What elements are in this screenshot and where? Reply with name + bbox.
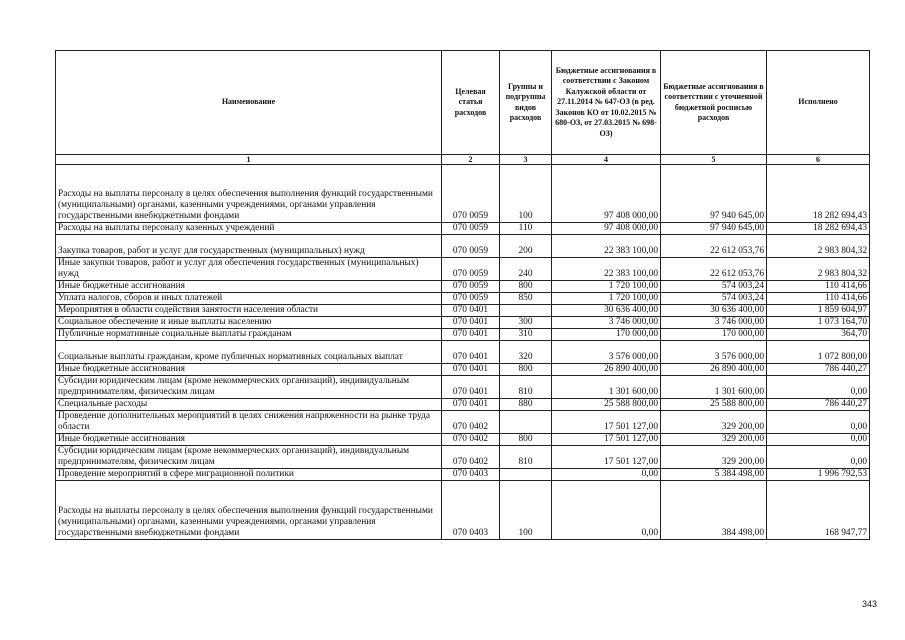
- row-law-amount: 97 408 000,00: [552, 223, 661, 235]
- row-name: Субсидии юридическим лицам (кроме некоммерческих организаций), индивидуальным предпринимателям, физическим лицам: [56, 376, 442, 399]
- row-group: 110: [500, 223, 552, 235]
- row-refined-amount: 3 746 000,00: [661, 317, 767, 329]
- row-refined-amount: 26 890 400,00: [661, 364, 767, 376]
- row-target: 070 0402: [442, 434, 500, 446]
- table-row: [56, 258, 870, 281]
- row-target: 070 0059: [442, 281, 500, 293]
- row-refined-amount: 3 576 000,00: [661, 341, 767, 364]
- row-refined-amount: 329 200,00: [661, 434, 767, 446]
- header-refined: Бюджетные ассигнования в соответствии с уточненной бюджетной росписью расходов: [661, 51, 767, 155]
- row-done-amount: 786 440,27: [767, 399, 870, 411]
- row-group: [500, 411, 552, 434]
- table-row: [56, 305, 870, 317]
- row-done-amount: 18 282 694,43: [767, 223, 870, 235]
- row-law-amount: 17 501 127,00: [552, 446, 661, 469]
- row-done-amount: 1 072 800,00: [767, 341, 870, 364]
- table-row: [56, 469, 870, 481]
- row-target: 070 0401: [442, 329, 500, 341]
- row-group: 880: [500, 399, 552, 411]
- row-target: 070 0401: [442, 305, 500, 317]
- table-row: [56, 165, 870, 223]
- row-law-amount: 26 890 400,00: [552, 364, 661, 376]
- row-law-amount: 0,00: [552, 469, 661, 481]
- row-done-amount: 110 414,66: [767, 293, 870, 305]
- row-law-amount: 1 720 100,00: [552, 293, 661, 305]
- row-refined-amount: 329 200,00: [661, 411, 767, 434]
- row-name: Проведение дополнительных мероприятий в целях снижения напряженности на рынке труда области: [56, 411, 442, 434]
- row-done-amount: 2 983 804,32: [767, 235, 870, 258]
- row-done-amount: 0,00: [767, 411, 870, 434]
- row-group: 810: [500, 376, 552, 399]
- row-done-amount: 110 414,66: [767, 281, 870, 293]
- row-law-amount: 97 408 000,00: [552, 165, 661, 223]
- row-law-amount: 0,00: [552, 481, 661, 540]
- header-name: Наименование: [56, 51, 442, 155]
- column-number: 1: [56, 155, 442, 165]
- table-row: [56, 235, 870, 258]
- row-law-amount: 170 000,00: [552, 329, 661, 341]
- row-refined-amount: 22 612 053,76: [661, 258, 767, 281]
- row-group: 810: [500, 446, 552, 469]
- table-row: [56, 411, 870, 434]
- row-group: 800: [500, 364, 552, 376]
- column-number: 3: [500, 155, 552, 165]
- row-group: 320: [500, 341, 552, 364]
- row-target: 070 0059: [442, 223, 500, 235]
- row-done-amount: 2 983 804,32: [767, 258, 870, 281]
- row-refined-amount: 22 612 053,76: [661, 235, 767, 258]
- row-name: Проведение мероприятий в сфере миграционной политики: [56, 469, 442, 481]
- row-done-amount: 364,70: [767, 329, 870, 341]
- row-refined-amount: 329 200,00: [661, 446, 767, 469]
- row-done-amount: 1 996 792,53: [767, 469, 870, 481]
- row-group: [500, 469, 552, 481]
- row-name: Социальное обеспечение и иные выплаты населению: [56, 317, 442, 329]
- row-target: 070 0401: [442, 376, 500, 399]
- row-refined-amount: 574 003,24: [661, 281, 767, 293]
- row-group: 800: [500, 434, 552, 446]
- header-law: Бюджетные ассигнования в соответствии с Законом Калужской области от 27.11.2014 № 647-ОЗ (в ред. Законов КО от 10.02.2015 № 680-ОЗ, от 27.03.2015 № 698-ОЗ): [552, 51, 661, 155]
- budget-table: [55, 50, 870, 540]
- row-law-amount: 25 588 800,00: [552, 399, 661, 411]
- row-refined-amount: 97 940 645,00: [661, 165, 767, 223]
- row-name: Субсидии юридическим лицам (кроме некоммерческих организаций), индивидуальным предпринимателям, физическим лицам: [56, 446, 442, 469]
- row-name: Специальные расходы: [56, 399, 442, 411]
- row-group: 300: [500, 317, 552, 329]
- row-target: 070 0401: [442, 317, 500, 329]
- row-refined-amount: 170 000,00: [661, 329, 767, 341]
- row-done-amount: 1 073 164,70: [767, 317, 870, 329]
- row-target: 070 0402: [442, 446, 500, 469]
- table-row: [56, 399, 870, 411]
- row-name: Иные бюджетные ассигнования: [56, 364, 442, 376]
- row-refined-amount: 97 940 645,00: [661, 223, 767, 235]
- row-group: 200: [500, 235, 552, 258]
- row-refined-amount: 384 498,00: [661, 481, 767, 540]
- row-law-amount: 17 501 127,00: [552, 434, 661, 446]
- row-target: 070 0401: [442, 341, 500, 364]
- table-row: [56, 446, 870, 469]
- row-done-amount: 786 440,27: [767, 364, 870, 376]
- row-group: 850: [500, 293, 552, 305]
- row-done-amount: 1 859 604,97: [767, 305, 870, 317]
- column-number: 4: [552, 155, 661, 165]
- row-target: 070 0401: [442, 399, 500, 411]
- row-name: Иные бюджетные ассигнования: [56, 281, 442, 293]
- row-group: [500, 305, 552, 317]
- row-target: 070 0401: [442, 364, 500, 376]
- row-law-amount: 30 636 400,00: [552, 305, 661, 317]
- row-target: 070 0059: [442, 165, 500, 223]
- row-refined-amount: 574 003,24: [661, 293, 767, 305]
- row-name: Закупка товаров, работ и услуг для государственных (муниципальных) нужд: [56, 235, 442, 258]
- row-target: 070 0403: [442, 481, 500, 540]
- row-group: 100: [500, 165, 552, 223]
- row-law-amount: 3 746 000,00: [552, 317, 661, 329]
- table-row: [56, 293, 870, 305]
- row-target: 070 0059: [442, 293, 500, 305]
- row-group: 240: [500, 258, 552, 281]
- row-name: Социальные выплаты гражданам, кроме публичных нормативных социальных выплат: [56, 341, 442, 364]
- table-row: [56, 364, 870, 376]
- row-done-amount: 0,00: [767, 434, 870, 446]
- row-done-amount: 18 282 694,43: [767, 165, 870, 223]
- row-law-amount: 3 576 000,00: [552, 341, 661, 364]
- row-target: 070 0402: [442, 411, 500, 434]
- row-done-amount: 168 947,77: [767, 481, 870, 540]
- row-law-amount: 1 720 100,00: [552, 281, 661, 293]
- row-name: Публичные нормативные социальные выплаты гражданам: [56, 329, 442, 341]
- row-law-amount: 22 383 100,00: [552, 258, 661, 281]
- column-number: 6: [767, 155, 870, 165]
- header-target: Целевая статья расходов: [442, 51, 500, 155]
- row-name: Мероприятия в области содействия занятости населения области: [56, 305, 442, 317]
- row-group: 310: [500, 329, 552, 341]
- row-name: Расходы на выплаты персоналу казенных учреждений: [56, 223, 442, 235]
- column-number: 2: [442, 155, 500, 165]
- row-name: Иные бюджетные ассигнования: [56, 434, 442, 446]
- row-name: Расходы на выплаты персоналу в целях обеспечения выполнения функций государственными (муниципальными) органами, казенными учреждениями, органами управления государственными внебюджетными фондами: [56, 165, 442, 223]
- row-group: 800: [500, 281, 552, 293]
- row-refined-amount: 25 588 800,00: [661, 399, 767, 411]
- table-row: [56, 329, 870, 341]
- row-done-amount: 0,00: [767, 376, 870, 399]
- header-groups: Группы и подгруппы видов расходов: [500, 51, 552, 155]
- row-group: 100: [500, 481, 552, 540]
- row-name: Уплата налогов, сборов и иных платежей: [56, 293, 442, 305]
- row-name: Иные закупки товаров, работ и услуг для обеспечения государственных (муниципальных) нужд: [56, 258, 442, 281]
- row-law-amount: 17 501 127,00: [552, 411, 661, 434]
- table-row: [56, 281, 870, 293]
- table-row: [56, 317, 870, 329]
- table-row: [56, 434, 870, 446]
- table-row: [56, 376, 870, 399]
- row-refined-amount: 30 636 400,00: [661, 305, 767, 317]
- row-target: 070 0059: [442, 235, 500, 258]
- column-number-row: [56, 155, 870, 165]
- row-refined-amount: 1 301 600,00: [661, 376, 767, 399]
- row-target: 070 0059: [442, 258, 500, 281]
- row-law-amount: 1 301 600,00: [552, 376, 661, 399]
- row-law-amount: 22 383 100,00: [552, 235, 661, 258]
- page-number: 343: [861, 599, 877, 609]
- table-row: [56, 223, 870, 235]
- row-name: Расходы на выплаты персоналу в целях обеспечения выполнения функций государственными (муниципальными) органами, казенными учреждениями, органами управления государственными внебюджетными фондами: [56, 481, 442, 540]
- column-number: 5: [661, 155, 767, 165]
- table-row: [56, 481, 870, 540]
- header-done: Исполнено: [767, 51, 870, 155]
- row-done-amount: 0,00: [767, 446, 870, 469]
- row-refined-amount: 5 384 498,00: [661, 469, 767, 481]
- row-target: 070 0403: [442, 469, 500, 481]
- header-row: [56, 51, 870, 155]
- table-row: [56, 341, 870, 364]
